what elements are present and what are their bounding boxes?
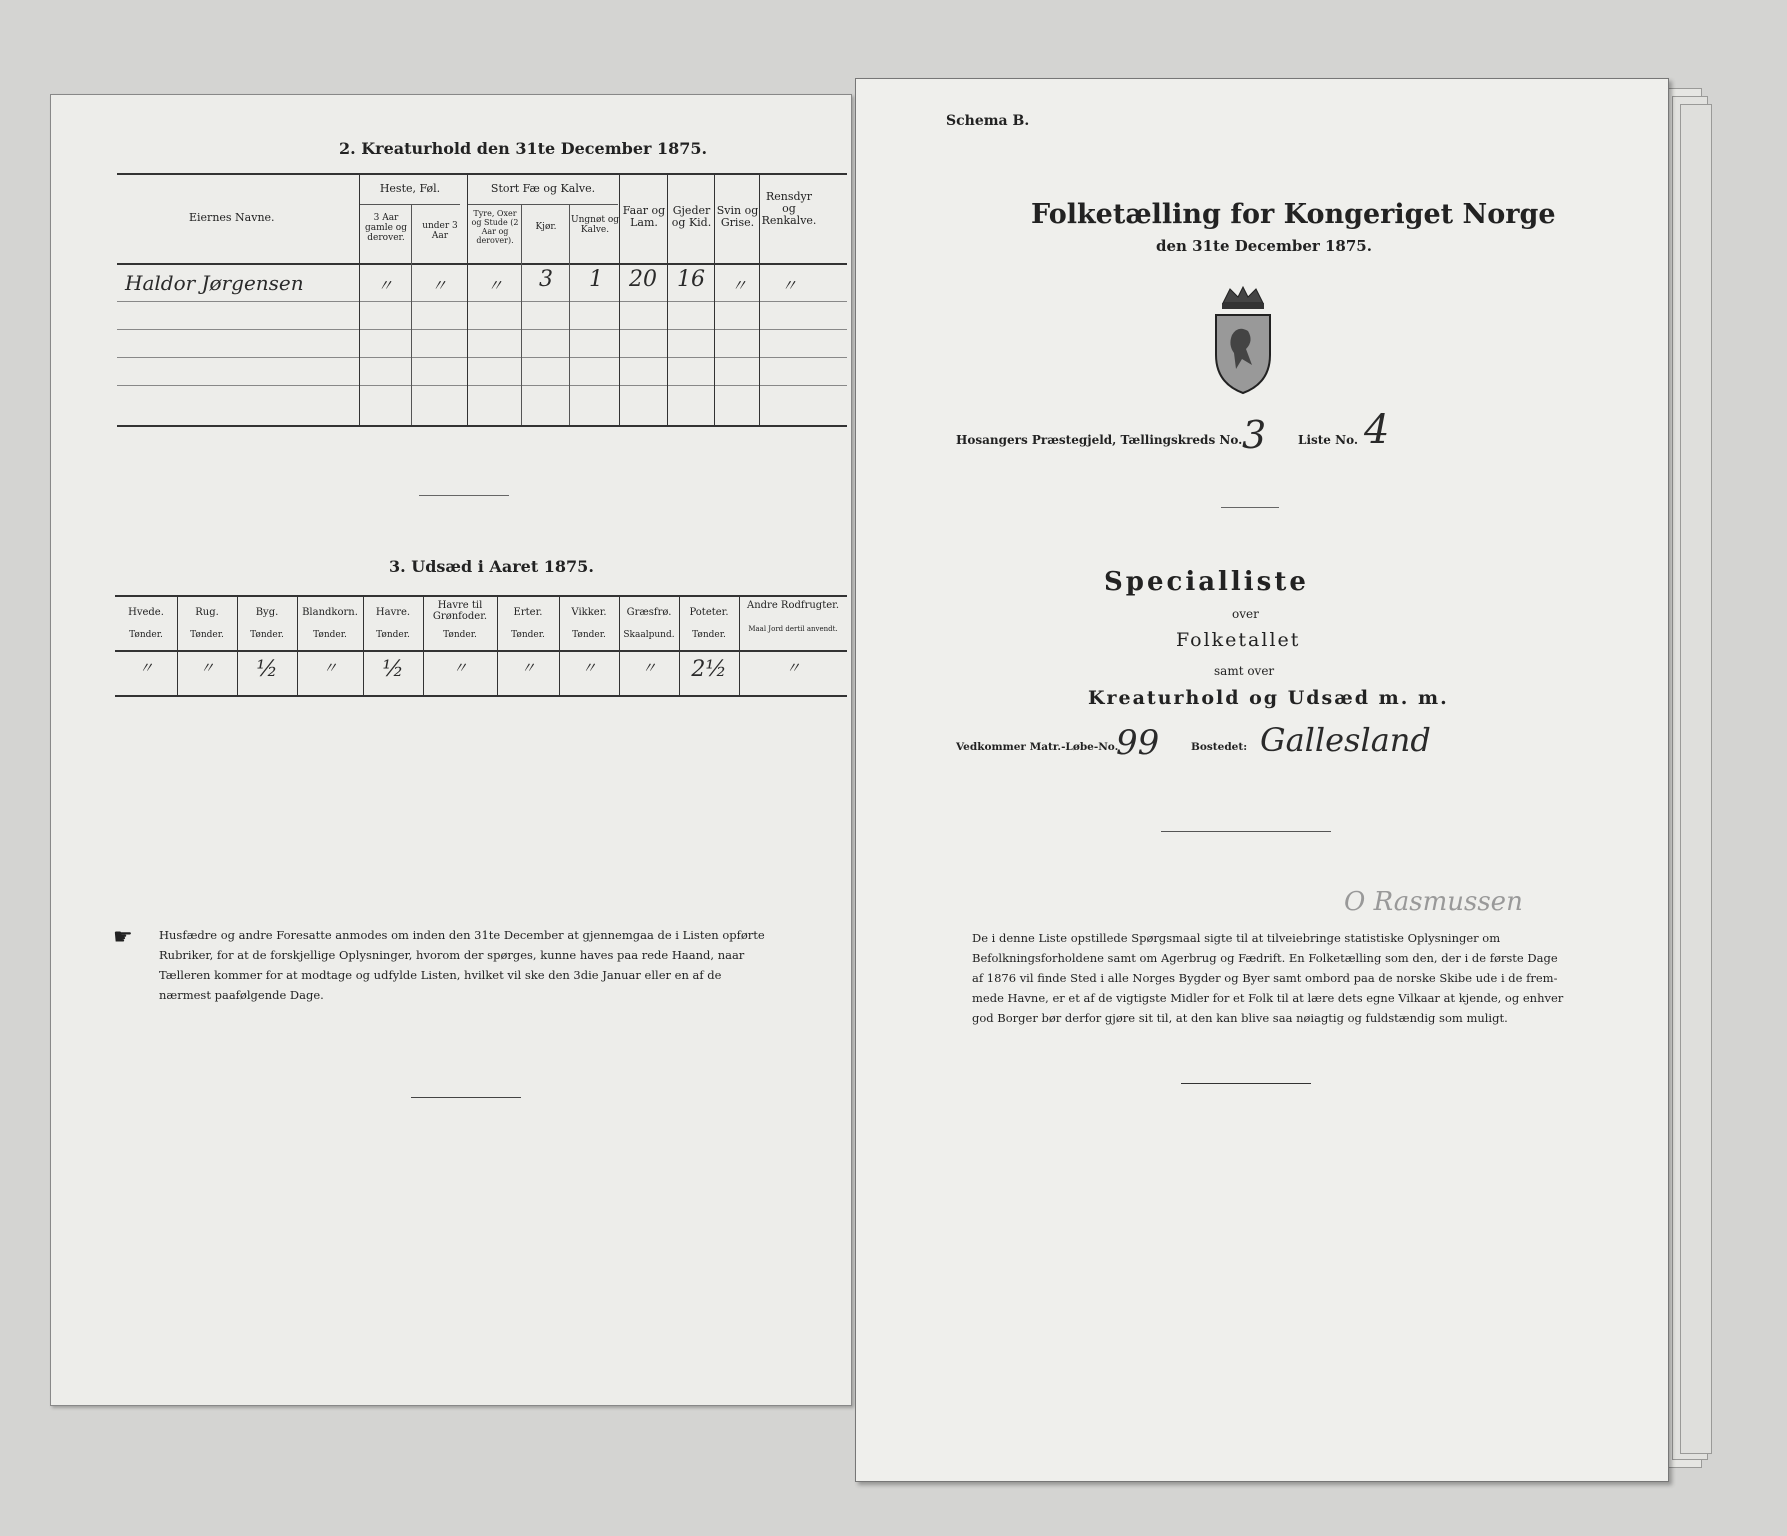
udsaed-col-header: Hvede. — [128, 607, 164, 618]
udsaed-value: 〃 — [138, 659, 154, 677]
udsaed-col-header: Erter. — [513, 607, 543, 618]
udsaed-col-unit: Tønder. — [250, 630, 284, 640]
faar-value: 20 — [629, 267, 657, 292]
table2-header-border — [117, 263, 847, 265]
back-sheet — [1680, 104, 1712, 1454]
udsaed-value: 〃 — [581, 659, 597, 677]
samt-over-label: samt over — [1214, 664, 1275, 678]
notice-line-1: Husfædre og andre Foresatte anmodes om inden den 31te December at gjennemgaa de i Listen opførte — [159, 928, 765, 942]
col-svin-header: Svin og Grise. — [716, 204, 759, 229]
signature: O Rasmussen — [1344, 887, 1523, 917]
udsaed-col-unit: Tønder. — [313, 630, 347, 640]
udsaed-value: 〃 — [322, 659, 338, 677]
table2-row-line — [117, 329, 847, 330]
col-faar-header: Faar og Lam. — [622, 204, 666, 229]
notice-line-2: Rubriker, for at de forskjellige Oplysninger, hvorom der spørges, kunne haves paa rede Haand, naar — [159, 948, 745, 962]
table3-header-border — [115, 650, 847, 652]
col-owner-header: Eiernes Navne. — [189, 211, 275, 224]
divider — [419, 495, 509, 496]
section2-title: 2. Kreaturhold den 31te December 1875. — [339, 139, 708, 158]
col-heste-header: Heste, Føl. — [379, 182, 441, 195]
udsaed-col-header: Blandkorn. — [302, 607, 358, 618]
col-gjeder-header: Gjeder og Kid. — [671, 204, 712, 229]
divider — [1161, 831, 1331, 832]
table2-col-line — [714, 173, 715, 425]
udsaed-col-header: Poteter. — [689, 607, 729, 618]
udsaed-value: 〃 — [520, 659, 536, 677]
col-stort-a-header: Tyre, Oxer og Stude (2 Aar og derover). — [471, 209, 519, 245]
kreaturhold-label: Kreaturhold og Udsæd m. m. — [1088, 687, 1449, 709]
folketallet-label: Folketallet — [1176, 629, 1301, 651]
udsaed-col-header: Vikker. — [571, 607, 607, 618]
heste-a-value: 〃 — [377, 276, 394, 295]
divider — [1181, 1083, 1311, 1084]
udsaed-col-unit: Tønder. — [129, 630, 163, 640]
udsaed-value: 2½ — [691, 657, 727, 682]
svin-value: 〃 — [731, 276, 748, 295]
col-rensdyr-header: Rensdyr og Renkalve. — [761, 190, 817, 227]
paragraph-line-3: af 1876 vil finde Sted i alle Norges Bygder og Byer samt ombord paa de norske Skibe ude i de frem- — [972, 971, 1558, 985]
notice-line-3: Tælleren kommer for at modtage og udfylde Listen, hvilket vil ske den 3die Januar eller en af de — [159, 968, 722, 982]
table2-col-line — [411, 205, 412, 425]
table2-col-line — [569, 205, 570, 425]
table2-col-line — [619, 173, 620, 425]
col-stort-header: Stort Fæ og Kalve. — [490, 182, 596, 195]
table2-bottom-border — [117, 425, 847, 427]
udsaed-value: 〃 — [785, 659, 801, 677]
col-kjor-header: Kjør. — [535, 222, 557, 232]
over-label: over — [1232, 607, 1259, 621]
udsaed-value: 〃 — [452, 659, 468, 677]
udsaed-col-header: Havre til Grønfoder. — [432, 600, 488, 622]
divider — [411, 1097, 521, 1098]
owner-name: Haldor Jørgensen — [125, 271, 304, 295]
col-ungnot-header: Ungnøt og Kalve. — [571, 215, 620, 235]
heste-b-value: 〃 — [431, 276, 448, 295]
udsaed-value: 〃 — [641, 659, 657, 677]
schema-label: Schema B. — [946, 113, 1030, 129]
census-date: den 31te December 1875. — [1156, 237, 1372, 255]
udsaed-col-header: Rug. — [195, 607, 219, 618]
udsaed-value: ½ — [256, 657, 278, 682]
table2-col-line — [521, 205, 522, 425]
table2-row-line — [117, 301, 847, 302]
left-page — [50, 94, 852, 1406]
table2-subhead-line — [468, 204, 618, 205]
specialliste-title: Specialliste — [1104, 567, 1309, 597]
pointing-hand-icon: ☛ — [113, 925, 133, 950]
table3-top-border — [115, 595, 847, 597]
udsaed-col-header: Byg. — [255, 607, 279, 618]
paragraph-line-1: De i denne Liste opstillede Spørgsmaal sigte til at tilveiebringe statistiske Oplysninger om — [972, 931, 1501, 945]
col-heste-a-header: 3 Aar gamle og derover. — [365, 213, 407, 243]
table3-bottom-border — [115, 695, 847, 697]
matr-label: Vedkommer Matr.-Løbe-No. — [956, 741, 1119, 753]
paragraph-line-5: god Borger bør derfor gjøre sit til, at den kan blive saa nøiagtig og fuldstændig som muligt. — [972, 1011, 1508, 1025]
bosted-label: Bostedet: — [1191, 741, 1248, 753]
notice-line-4: nærmest paafølgende Dage. — [159, 988, 324, 1002]
right-page — [855, 78, 1669, 1482]
norway-coat-of-arms-icon — [1208, 285, 1278, 397]
table2-col-line — [467, 173, 468, 425]
rensdyr-value: 〃 — [781, 276, 798, 295]
divider — [1221, 507, 1279, 508]
liste-label: Liste No. — [1298, 433, 1359, 447]
table2-top-border — [117, 173, 847, 175]
udsaed-col-header: Havre. — [375, 607, 411, 618]
udsaed-col-unit: Tønder. — [572, 630, 606, 640]
parish-label: Hosangers Præstegjeld, Tællingskreds No. — [956, 433, 1243, 447]
udsaed-value: 〃 — [199, 659, 215, 677]
paragraph-line-2: Befolkningsforholdene samt om Agerbrug og Fædrift. En Folketælling som den, der i de første Dage — [972, 951, 1558, 965]
udsaed-col-unit: Tønder. — [443, 630, 477, 640]
udsaed-col-unit: Tønder. — [190, 630, 224, 640]
udsaed-col-unit: Tønder. — [692, 630, 726, 640]
census-title: Folketælling for Kongeriget Norge — [1031, 199, 1556, 230]
gjeder-value: 16 — [677, 267, 705, 292]
col-heste-b-header: under 3 Aar — [422, 221, 458, 241]
table2-row-line — [117, 357, 847, 358]
udsaed-value: ½ — [382, 657, 404, 682]
bosted-value: Gallesland — [1260, 721, 1431, 759]
kjor-value: 3 — [539, 267, 553, 292]
ungnot-value: 1 — [589, 267, 603, 292]
udsaed-col-unit: Skaalpund. — [623, 630, 675, 640]
table2-col-line — [667, 173, 668, 425]
paragraph-line-4: mede Havne, er et af de vigtigste Midler for et Folk til at lære dets egne Vilkaar at kjende, og enhver — [972, 991, 1564, 1005]
table2-col-line — [359, 173, 360, 425]
udsaed-col-header: Andre Rodfrugter. — [746, 600, 839, 611]
stort-a-value: 〃 — [487, 276, 504, 295]
table2-row-line — [117, 385, 847, 386]
udsaed-col-header: Græsfrø. — [626, 607, 672, 618]
section3-title: 3. Udsæd i Aaret 1875. — [389, 557, 594, 576]
udsaed-col-unit: Maal Jord dertil anvendt. — [748, 625, 838, 633]
kreds-number: 3 — [1242, 413, 1267, 457]
udsaed-col-unit: Tønder. — [511, 630, 545, 640]
matr-number: 99 — [1116, 723, 1160, 763]
udsaed-col-unit: Tønder. — [376, 630, 410, 640]
table2-subhead-line — [360, 204, 460, 205]
liste-number: 4 — [1364, 407, 1390, 453]
